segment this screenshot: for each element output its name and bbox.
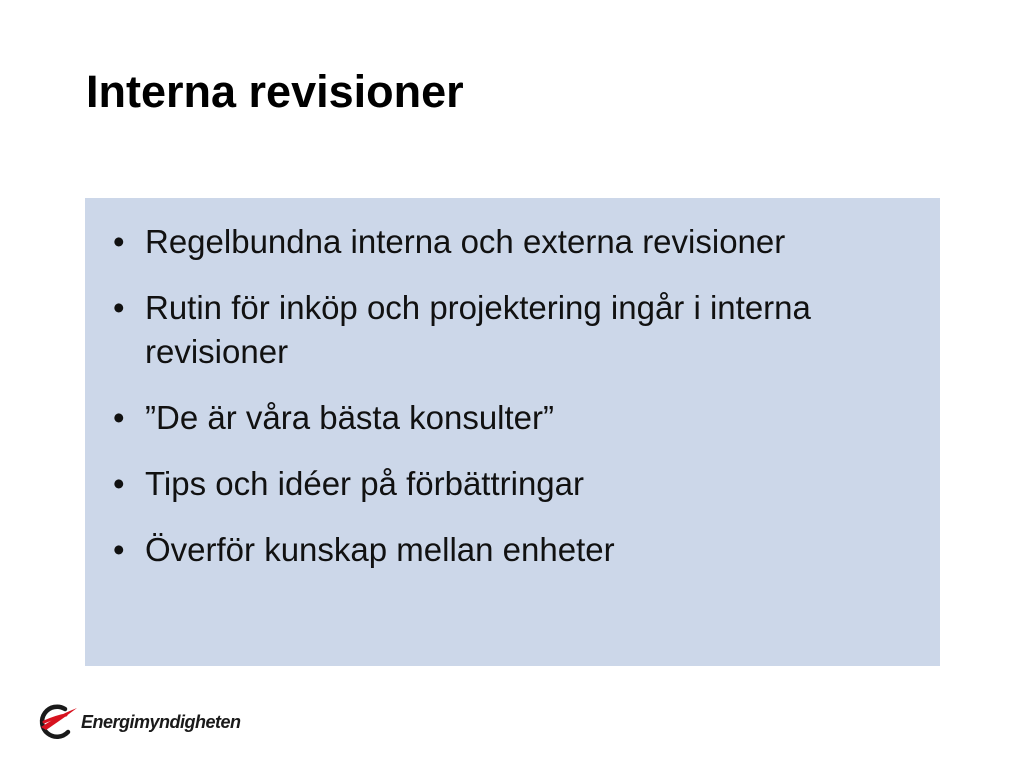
- energimyndigheten-logo: [35, 700, 241, 744]
- energimyndigheten-logo-icon: [35, 700, 79, 744]
- bullet-marker: •: [113, 289, 125, 326]
- bullet-text: Överför kunskap mellan enheter: [145, 531, 615, 568]
- bullet-item: [85, 528, 940, 572]
- bullet-list: [85, 220, 940, 594]
- bullet-item: [85, 462, 940, 506]
- bullet-text: Tips och idéer på förbättringar: [145, 465, 585, 502]
- bullet-item: [85, 396, 940, 440]
- bullet-text: ”De är våra bästa konsulter”: [145, 399, 555, 436]
- logo-text: Energimyndigheten: [81, 711, 241, 732]
- bullet-item: [85, 220, 940, 264]
- slide-title: Interna revisioner: [86, 66, 464, 117]
- bullet-marker: •: [113, 399, 125, 436]
- content-box: [85, 198, 940, 666]
- bullet-marker: •: [113, 465, 125, 502]
- bullet-text: Rutin för inköp och projektering ingår i interna revisioner: [145, 289, 811, 370]
- bullet-marker: •: [113, 531, 125, 568]
- bullet-marker: •: [113, 223, 125, 260]
- bullet-item: [85, 286, 940, 374]
- bullet-text: Regelbundna interna och externa revisioner: [145, 223, 786, 260]
